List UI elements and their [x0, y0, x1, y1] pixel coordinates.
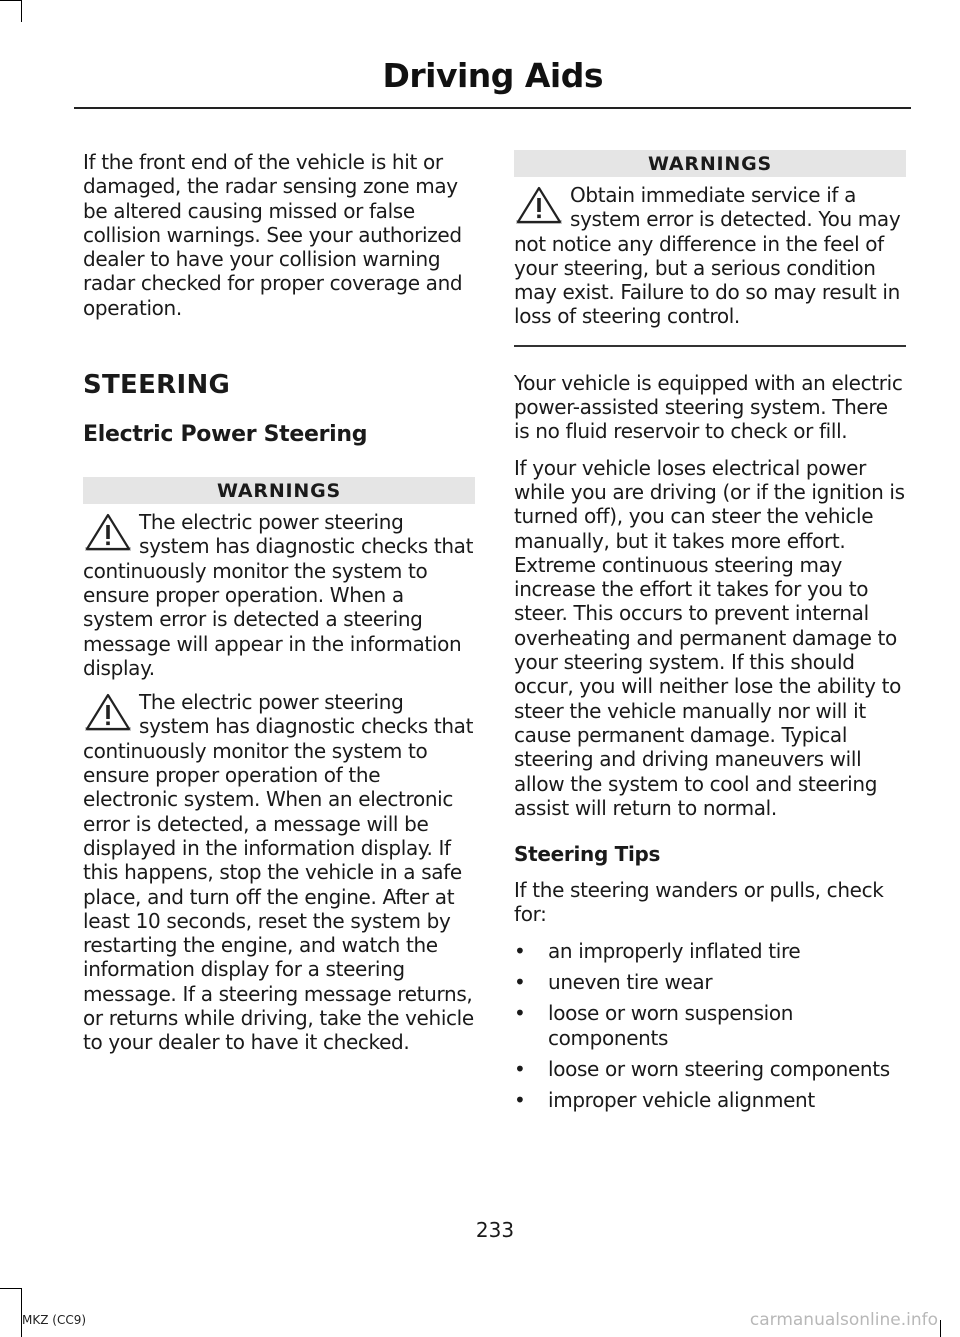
tips-list [514, 939, 906, 1113]
list-item [514, 970, 906, 994]
warning-text [83, 690, 475, 1054]
body-paragraph: Your vehicle is equipped with an electric power-assisted steering system. There is no fluid reservoir to check or fill. [514, 370, 903, 444]
intro-paragraph: If the front end of the vehicle is hit or damaged, the radar sensing zone may be altered causing missed or false collision warnings. See your authorized dealer to have your collision warning radar checked for proper coverage and operation. [83, 150, 463, 320]
bullet-icon: • [514, 1056, 526, 1081]
subsection-heading: Electric Power Steering [83, 422, 368, 448]
list-item-text: loose or worn steering components [548, 1056, 890, 1081]
page-title: Driving Aids [382, 56, 603, 95]
list-item [514, 1001, 906, 1050]
header-rule [74, 107, 911, 109]
warning-end-rule [514, 345, 906, 347]
list-item [514, 1088, 906, 1112]
page-number: 233 [475, 1218, 515, 1242]
warning-text-content: The electric power steering system has diagnostic checks that continuously monitor the system to ensure proper operation of the electronic system. When an electronic error is detected, a message will be displayed in the information display. If this happens, stop the vehicle in a safe place, and turn off the engine. After at least 10 seconds, reset the system by restarting the engine, and watch the information display for a steering message. If a steering message returns, or returns while driving, take the vehicle to your dealer to have it checked. [83, 690, 474, 1055]
crop-mark [0, 1288, 22, 1289]
warning-triangle-icon [514, 186, 564, 226]
left-column [83, 150, 475, 1055]
list-item-text: improper vehicle alignment [548, 1088, 815, 1113]
warning-text [514, 183, 906, 329]
watermark: carmanualsonline.info [749, 1310, 938, 1330]
bullet-icon: • [514, 938, 526, 963]
tips-intro: If the steering wanders or pulls, check for: [514, 878, 884, 927]
body-paragraph: If your vehicle loses electrical power while you are driving (or if the ignition is turned off), you can steer the vehicle manually, but it takes more effort. Extreme continuous steering may increase the effort it takes for you to steer. This occurs to prevent internal overheating and permanent damage to your steering system. If this should occur, you will neither lose the ability to steer the vehicle manually nor will it cause permanent damage. Typical steering and driving maneuvers will allow the system to cool and steering assist will return to normal. [514, 455, 905, 820]
list-item-text: an improperly inflated tire [548, 938, 801, 963]
warnings-label: WARNINGS [83, 477, 475, 504]
section-heading: STEERING [83, 370, 231, 401]
crop-mark [940, 1320, 941, 1337]
warning-text [83, 510, 475, 680]
crop-mark [0, 0, 22, 1]
list-item [514, 939, 906, 963]
right-column [514, 150, 906, 1120]
list-item [514, 1057, 906, 1081]
bullet-icon: • [514, 1001, 526, 1026]
tips-heading: Steering Tips [514, 842, 661, 867]
warning-triangle-icon [83, 513, 133, 553]
warnings-label: WARNINGS [514, 150, 906, 177]
list-item-text: loose or worn suspension components [548, 1001, 794, 1050]
warning-triangle-icon [83, 693, 133, 733]
bullet-icon: • [514, 970, 526, 995]
list-item-text: uneven tire wear [548, 970, 713, 995]
footer-model: MKZ (CC9) [22, 1313, 87, 1327]
warning-text-content: The electric power steering system has diagnostic checks that continuously monitor the system to ensure proper operation. When a system error is detected a steering message will appear in the information display. [83, 510, 474, 680]
bullet-icon: • [514, 1088, 526, 1113]
warning-text-content: Obtain immediate service if a system error is detected. You may not notice any difference in the feel of your steering, but a serious condition may exist. Failure to do so may result in loss of steering control. [514, 183, 901, 329]
crop-mark [21, 0, 22, 22]
